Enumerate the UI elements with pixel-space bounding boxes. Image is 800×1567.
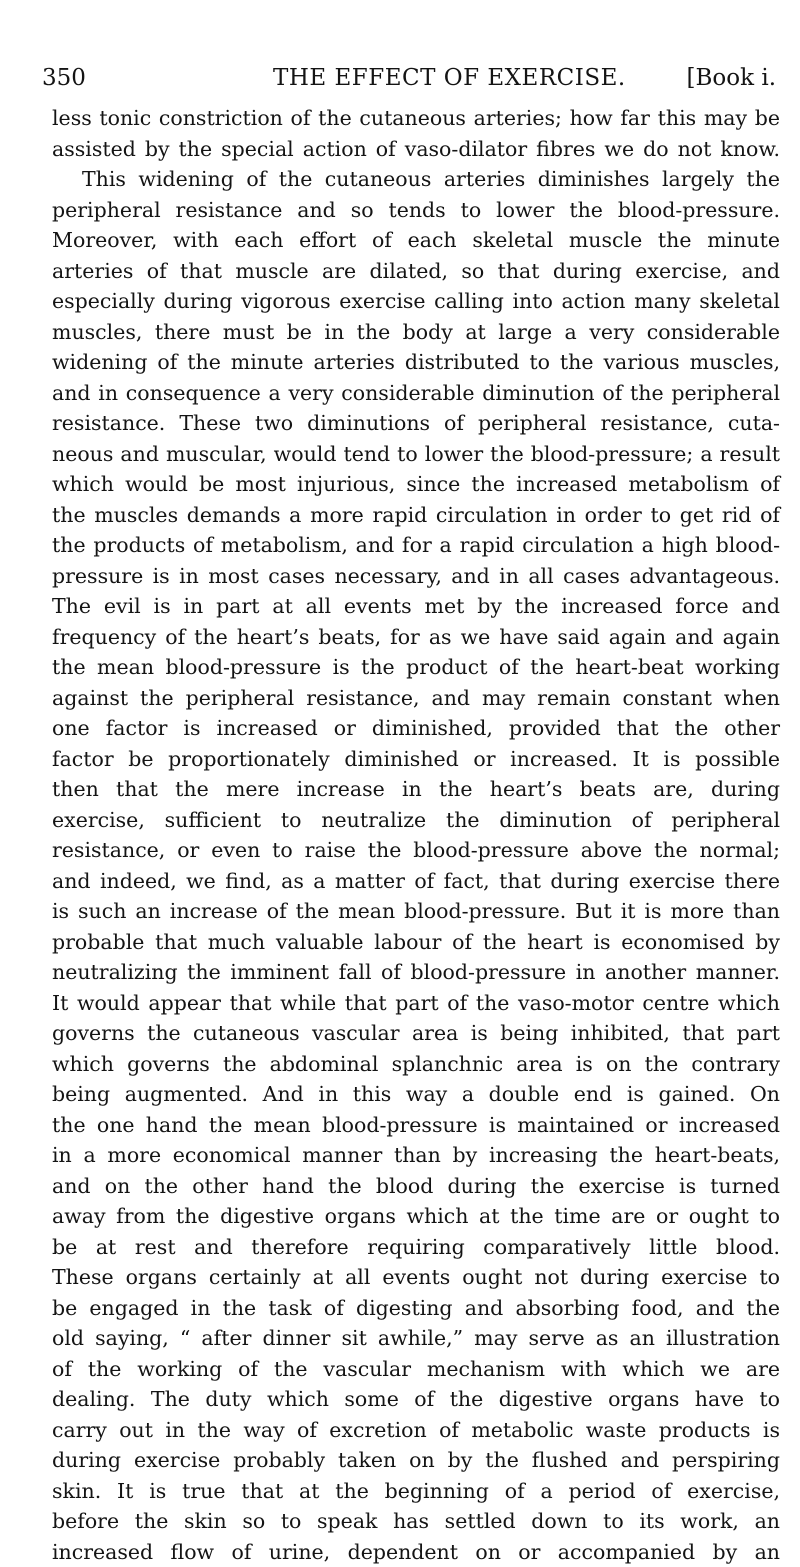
text-line: the mean blood-pressure is the product of the heart-beat working [52,652,780,683]
text-line: neutralizing the imminent fall of blood-pressure in another manner. [52,957,780,988]
text-line: especially during vigorous exercise calling into action many skeletal [52,286,780,317]
text-line: resistance, or even to raise the blood-pressure above the normal; [52,835,780,866]
text-line: be engaged in the task of digesting and absorbing food, and the [52,1293,780,1324]
text-line: exercise, sufficient to neutralize the diminution of peripheral [52,805,780,836]
text-line: These organs certainly at all events ought not during exercise to [52,1262,780,1293]
page-number: 350 [42,60,86,96]
text-line: resistance. These two diminutions of peripheral resistance, cuta- [52,408,780,439]
text-line: skin. It is true that at the beginning of a period of exercise, [52,1476,780,1507]
text-line: widening of the minute arteries distributed to the various muscles, [52,347,780,378]
text-line: and on the other hand the blood during the exercise is turned [52,1171,780,1202]
page-header [42,60,782,96]
text-line: carry out in the way of excretion of metabolic waste products is [52,1415,780,1446]
text-line: The evil is in part at all events met by the increased force and [52,591,780,622]
text-line: before the skin so to speak has settled down to its work, an [52,1506,780,1537]
text-line: of the working of the vascular mechanism with which we are [52,1354,780,1385]
text-line: and indeed, we find, as a matter of fact, that during exercise there [52,866,780,897]
text-line: which governs the abdominal splanchnic area is on the contrary [52,1049,780,1080]
text-line: and in consequence a very considerable diminution of the peripheral [52,378,780,409]
text-line: then that the mere increase in the heart’s beats are, during [52,774,780,805]
body-text [52,103,780,1567]
text-line: It would appear that while that part of the vaso-motor centre which [52,988,780,1019]
text-line: probable that much valuable labour of the heart is economised by [52,927,780,958]
text-line: increased flow of urine, dependent on or accompanied by an [52,1537,780,1567]
text-line: Moreover, with each effort of each skeletal muscle the minute [52,225,780,256]
text-line: is such an increase of the mean blood-pressure. But it is more than [52,896,780,927]
text-line: muscles, there must be in the body at large a very considerable [52,317,780,348]
text-line: neous and muscular, would tend to lower the blood-pressure; a result [52,439,780,470]
text-line: the products of metabolism, and for a rapid circulation a high blood- [52,530,780,561]
text-line: in a more economical manner than by increasing the heart-beats, [52,1140,780,1171]
text-line: dealing. The duty which some of the digestive organs have to [52,1384,780,1415]
text-line: the one hand the mean blood-pressure is maintained or increased [52,1110,780,1141]
text-line: against the peripheral resistance, and may remain constant when [52,683,780,714]
text-line: which would be most injurious, since the increased metabolism of [52,469,780,500]
text-line: less tonic constriction of the cutaneous arteries; how far this may be [52,103,780,134]
book-reference: [Book i. [687,60,776,96]
text-line: assisted by the special action of vaso-dilator fibres we do not know. [52,134,780,165]
text-line: factor be proportionately diminished or increased. It is possible [52,744,780,775]
text-line: governs the cutaneous vascular area is being inhibited, that part [52,1018,780,1049]
text-line: frequency of the heart’s beats, for as we have said again and again [52,622,780,653]
text-line: during exercise probably taken on by the flushed and perspiring [52,1445,780,1476]
text-line: old saying, “ after dinner sit awhile,” may serve as an illustration [52,1323,780,1354]
text-line: be at rest and therefore requiring comparatively little blood. [52,1232,780,1263]
text-line: being augmented. And in this way a double end is gained. On [52,1079,780,1110]
text-line: pressure is in most cases necessary, and in all cases advantageous. [52,561,780,592]
text-line: peripheral resistance and so tends to lower the blood-pressure. [52,195,780,226]
text-line: away from the digestive organs which at the time are or ought to [52,1201,780,1232]
text-line: one factor is increased or diminished, provided that the other [52,713,780,744]
running-title: THE EFFECT OF EXERCISE. [273,60,626,96]
text-line: This widening of the cutaneous arteries diminishes largely the [52,164,780,195]
text-line: arteries of that muscle are dilated, so that during exercise, and [52,256,780,287]
text-line: the muscles demands a more rapid circulation in order to get rid of [52,500,780,531]
